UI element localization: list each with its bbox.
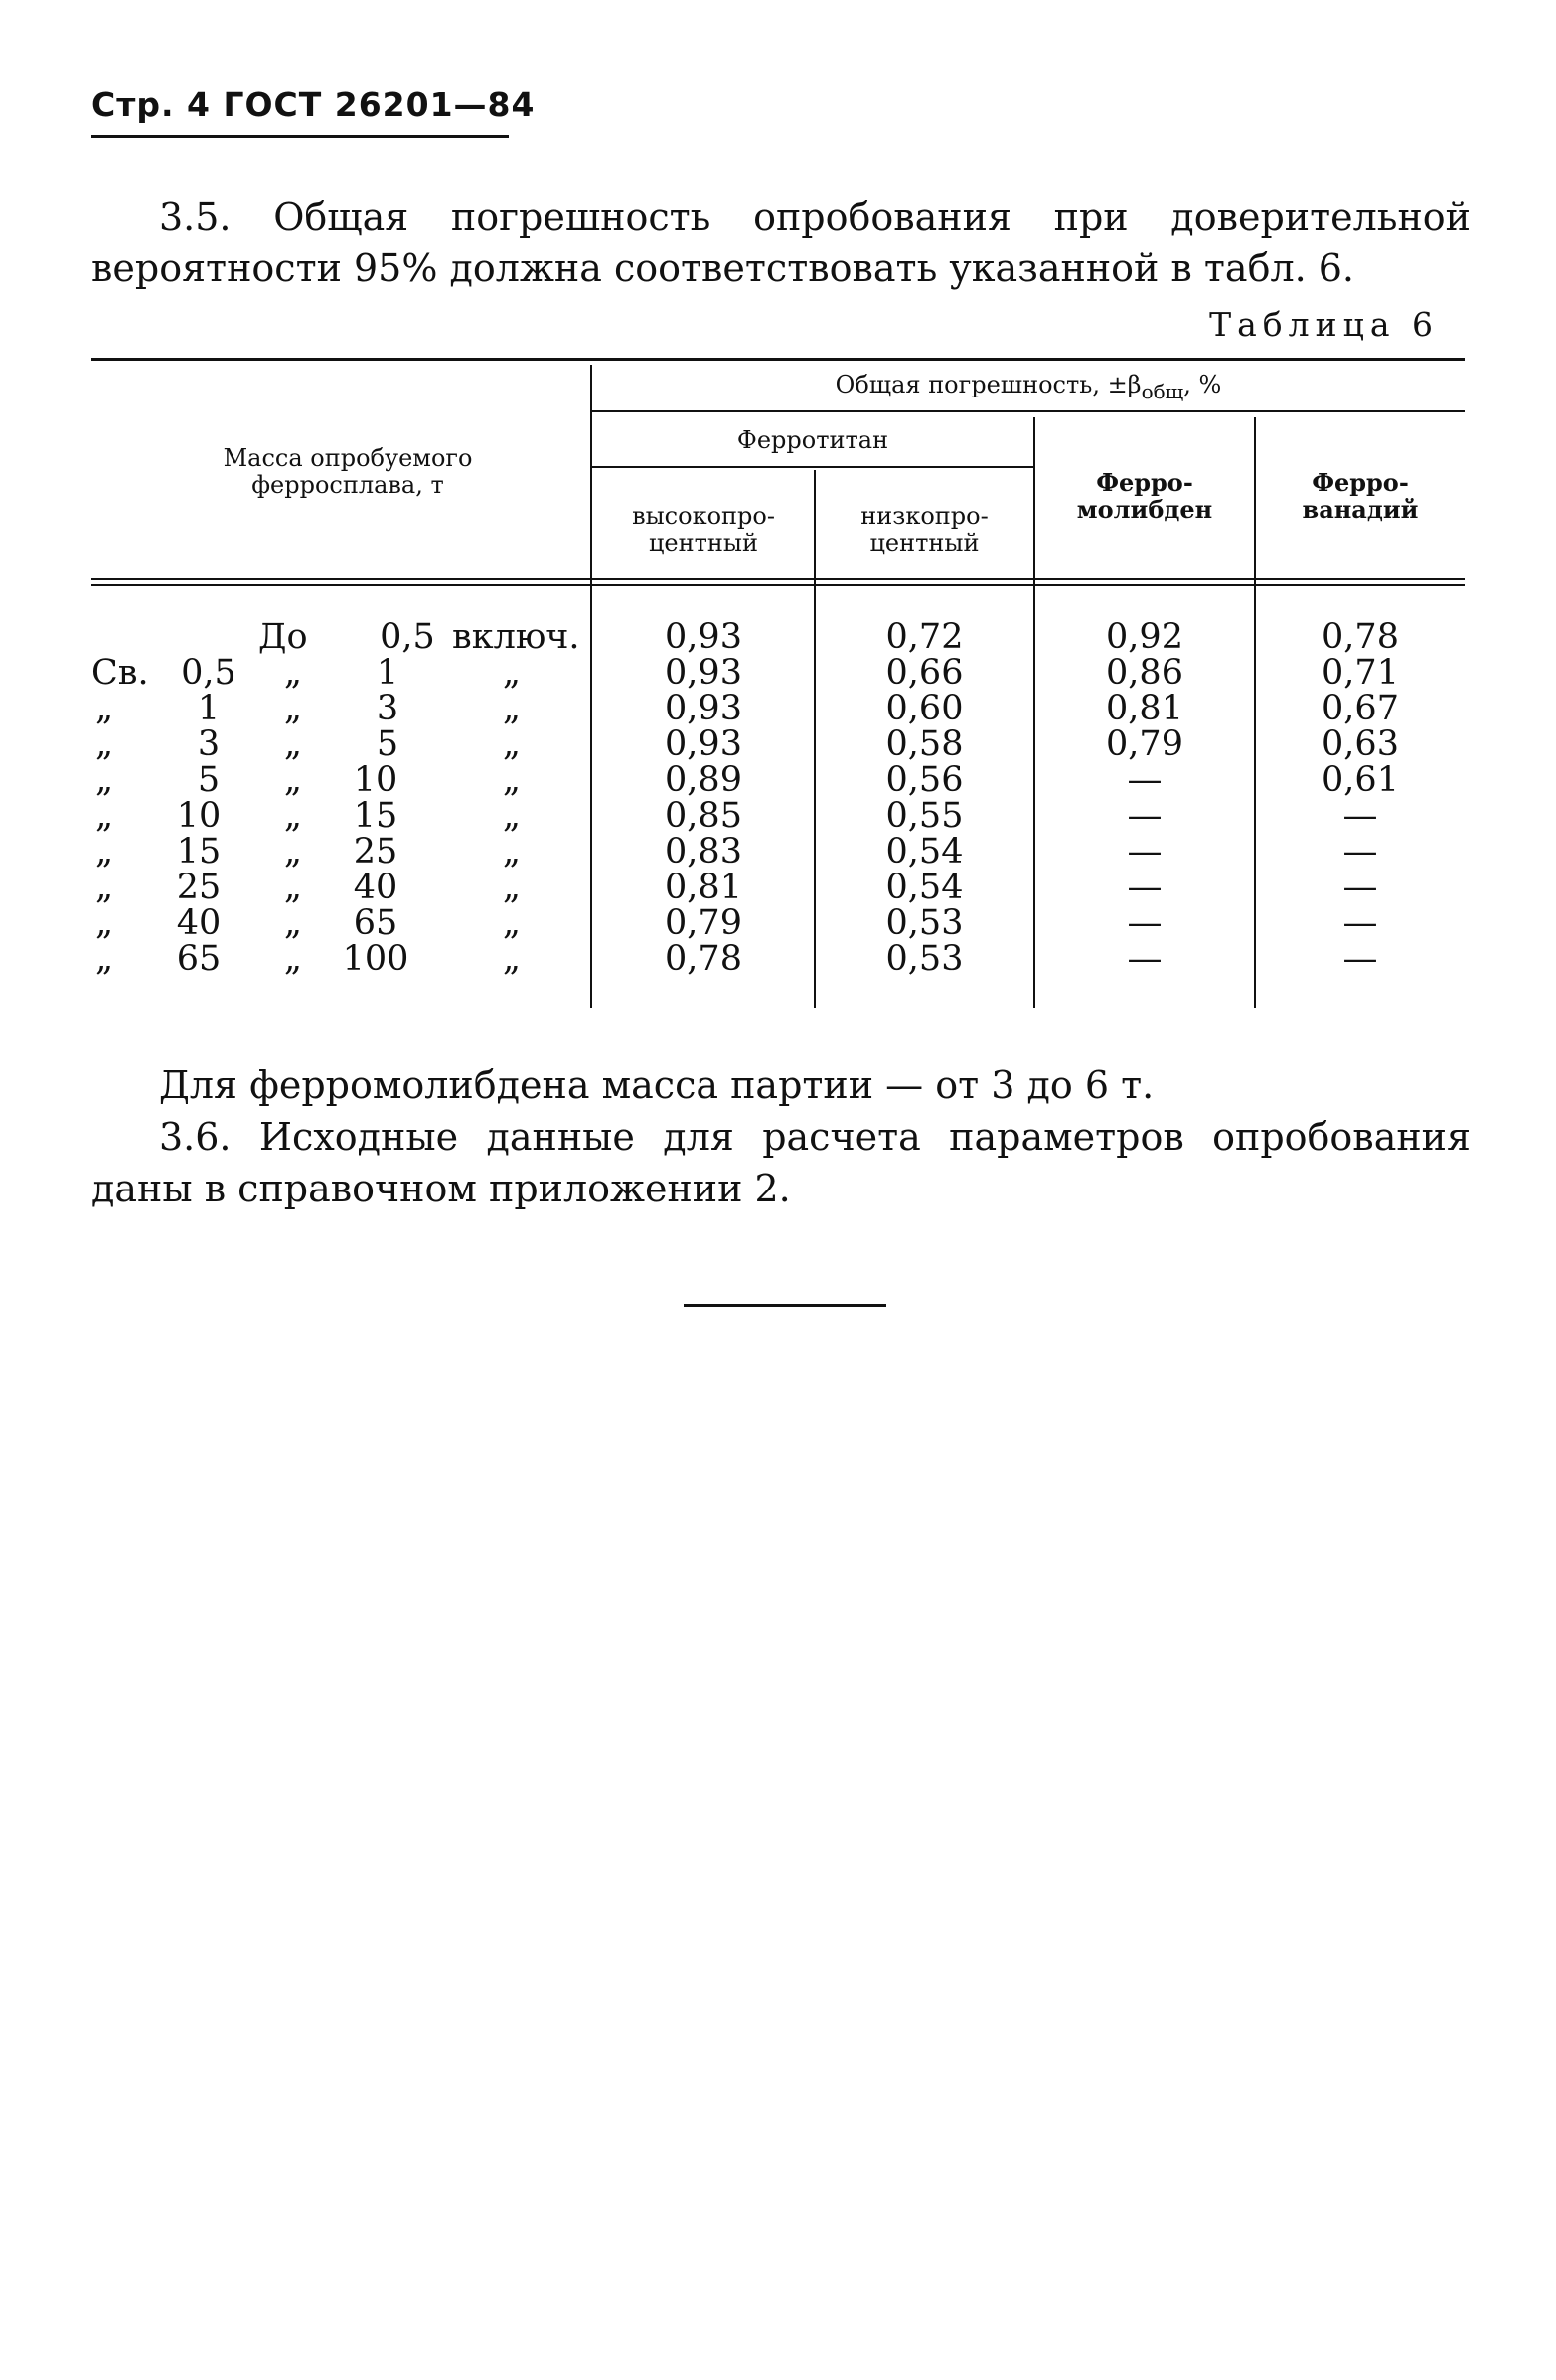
row-prefix: „ [95, 760, 114, 800]
cell-ferromolybdenum: — [1127, 796, 1163, 836]
header-rule-ferrotitan [592, 466, 1033, 468]
cell-high: 0,83 [665, 832, 742, 872]
cell-ferrovanadium: — [1342, 903, 1378, 943]
row-suffix: „ [502, 653, 522, 693]
row-to: 15 [353, 796, 398, 836]
row-suffix: „ [502, 724, 522, 764]
row-suffix: включ. [452, 617, 580, 657]
cell-high: 0,93 [665, 724, 742, 764]
cell-ferrovanadium: — [1342, 796, 1378, 836]
cell-ferromolybdenum: 0,92 [1106, 617, 1183, 657]
cell-ferrovanadium: — [1342, 868, 1378, 907]
cell-high: 0,85 [665, 796, 742, 836]
row-suffix: „ [502, 796, 522, 836]
cell-low: 0,53 [885, 903, 964, 943]
row-sep: „ [283, 868, 303, 907]
header-rule [91, 135, 509, 138]
section-3-6-line-2: даны в справочном приложении 2. [91, 1167, 791, 1210]
col-low-line-2: центный [869, 529, 980, 556]
cell-high: 0,93 [665, 689, 742, 728]
row-from: 5 [197, 760, 221, 800]
row-from: 65 [176, 939, 222, 979]
cell-low: 0,56 [885, 760, 964, 800]
cell-low: 0,60 [885, 689, 964, 728]
mass-header-line-2: ферросплава, т [251, 471, 444, 499]
row-suffix: „ [502, 939, 522, 979]
table-top-rule [91, 358, 1465, 361]
row-sep: „ [283, 689, 303, 728]
section-3-5-line-2: вероятности 95% должна соответствовать указанной в табл. 6. [91, 246, 1355, 290]
total-error-header [592, 372, 1465, 405]
cell-ferromolybdenum: — [1127, 903, 1163, 943]
col-mo-line-1: Ферро- [1096, 468, 1193, 497]
cell-low: 0,54 [885, 832, 964, 872]
cell-ferromolybdenum: — [1127, 832, 1163, 872]
row-from: 1 [197, 689, 221, 728]
header-rule-total [592, 410, 1465, 412]
row-to: 40 [353, 868, 398, 907]
row-prefix: „ [95, 796, 114, 836]
row-from: 3 [197, 724, 221, 764]
row-suffix: „ [502, 832, 522, 872]
col-v-header [1256, 469, 1465, 523]
row-from: 0,5 [181, 653, 236, 693]
cell-ferromolybdenum: 0,86 [1106, 653, 1183, 693]
row-sep: „ [283, 832, 303, 872]
cell-high: 0,93 [665, 617, 742, 657]
ferrotitan-header: Ферротитан [736, 426, 889, 454]
cell-ferrovanadium: 0,61 [1322, 760, 1399, 800]
row-suffix: „ [502, 868, 522, 907]
row-sep: „ [283, 724, 303, 764]
row-prefix: Св. [91, 653, 149, 693]
row-sep: „ [283, 939, 303, 979]
header-bottom-rule-1 [91, 578, 1465, 580]
cell-ferrovanadium: 0,78 [1322, 617, 1399, 657]
row-prefix: „ [95, 724, 114, 764]
col-low-header [816, 503, 1033, 556]
row-to: 1 [376, 653, 399, 693]
cell-ferromolybdenum: — [1127, 760, 1163, 800]
section-3-5 [91, 191, 1471, 294]
row-from: До [258, 617, 308, 657]
row-to: 0,5 [380, 617, 435, 657]
cell-ferromolybdenum: 0,79 [1106, 724, 1183, 764]
row-prefix: „ [95, 939, 114, 979]
col-divider-mass [590, 365, 592, 1008]
cell-low: 0,72 [885, 617, 964, 657]
section-3-5-line-1: 3.5. Общая погрешность опробования при доверительной [159, 195, 1471, 238]
ferromolybdenum-note: Для ферромолибдена масса партии — от 3 до 6 т. [159, 1063, 1155, 1107]
cell-ferrovanadium: 0,67 [1322, 689, 1399, 728]
col-mo-line-2: молибден [1076, 495, 1213, 524]
cell-high: 0,89 [665, 760, 742, 800]
col-v-line-1: Ферро- [1312, 468, 1409, 497]
cell-low: 0,66 [885, 653, 964, 693]
col-high-line-2: центный [648, 529, 758, 556]
cell-ferrovanadium: 0,71 [1322, 653, 1399, 693]
col-v-line-2: ванадий [1302, 495, 1419, 524]
row-suffix: „ [502, 689, 522, 728]
row-suffix: „ [502, 760, 522, 800]
cell-ferrovanadium: — [1342, 939, 1378, 979]
row-prefix: „ [95, 832, 114, 872]
row-prefix: „ [95, 903, 114, 943]
cell-low: 0,54 [885, 868, 964, 907]
row-to: 5 [376, 724, 399, 764]
cell-ferromolybdenum: — [1127, 939, 1163, 979]
section-3-6-line-1: 3.6. Исходные данные для расчета параметров опробования [159, 1115, 1471, 1159]
col-low-line-1: низкопро- [860, 502, 989, 530]
col-high-line-1: высокопро- [632, 502, 775, 530]
cell-high: 0,79 [665, 903, 742, 943]
header-bottom-rule-2 [91, 584, 1465, 586]
footer-text [91, 1059, 1471, 1214]
cell-ferrovanadium: — [1342, 832, 1378, 872]
cell-ferromolybdenum: — [1127, 868, 1163, 907]
row-prefix: „ [95, 689, 114, 728]
cell-high: 0,78 [665, 939, 742, 979]
total-error-unit: , % [1183, 371, 1222, 398]
row-from: 15 [176, 832, 222, 872]
cell-ferrovanadium: 0,63 [1322, 724, 1399, 764]
end-rule [684, 1304, 886, 1307]
mass-header [149, 445, 546, 499]
cell-high: 0,93 [665, 653, 742, 693]
row-sep: „ [283, 903, 303, 943]
row-sep: „ [283, 760, 303, 800]
total-error-subscript: общ [1141, 379, 1184, 403]
row-from: 10 [176, 796, 222, 836]
row-to: 3 [376, 689, 399, 728]
cell-low: 0,55 [885, 796, 964, 836]
col-mo-header [1035, 469, 1254, 523]
row-from: 25 [176, 868, 222, 907]
mass-header-line-1: Масса опробуемого [223, 444, 473, 472]
cell-low: 0,58 [885, 724, 964, 764]
row-from: 40 [176, 903, 222, 943]
cell-low: 0,53 [885, 939, 964, 979]
row-sep: „ [283, 796, 303, 836]
row-sep: „ [283, 653, 303, 693]
row-to: 65 [353, 903, 398, 943]
row-to: 10 [353, 760, 398, 800]
row-prefix: „ [95, 868, 114, 907]
cell-ferromolybdenum: 0,81 [1106, 689, 1183, 728]
row-to: 25 [353, 832, 398, 872]
cell-high: 0,81 [665, 868, 742, 907]
row-suffix: „ [502, 903, 522, 943]
row-to: 100 [342, 939, 409, 979]
col-high-header [594, 503, 813, 556]
total-error-label: Общая погрешность, ±β [835, 371, 1142, 398]
page-header: Стр. 4 ГОСТ 26201—84 [91, 85, 536, 124]
table-title: Таблица 6 [1209, 305, 1439, 344]
